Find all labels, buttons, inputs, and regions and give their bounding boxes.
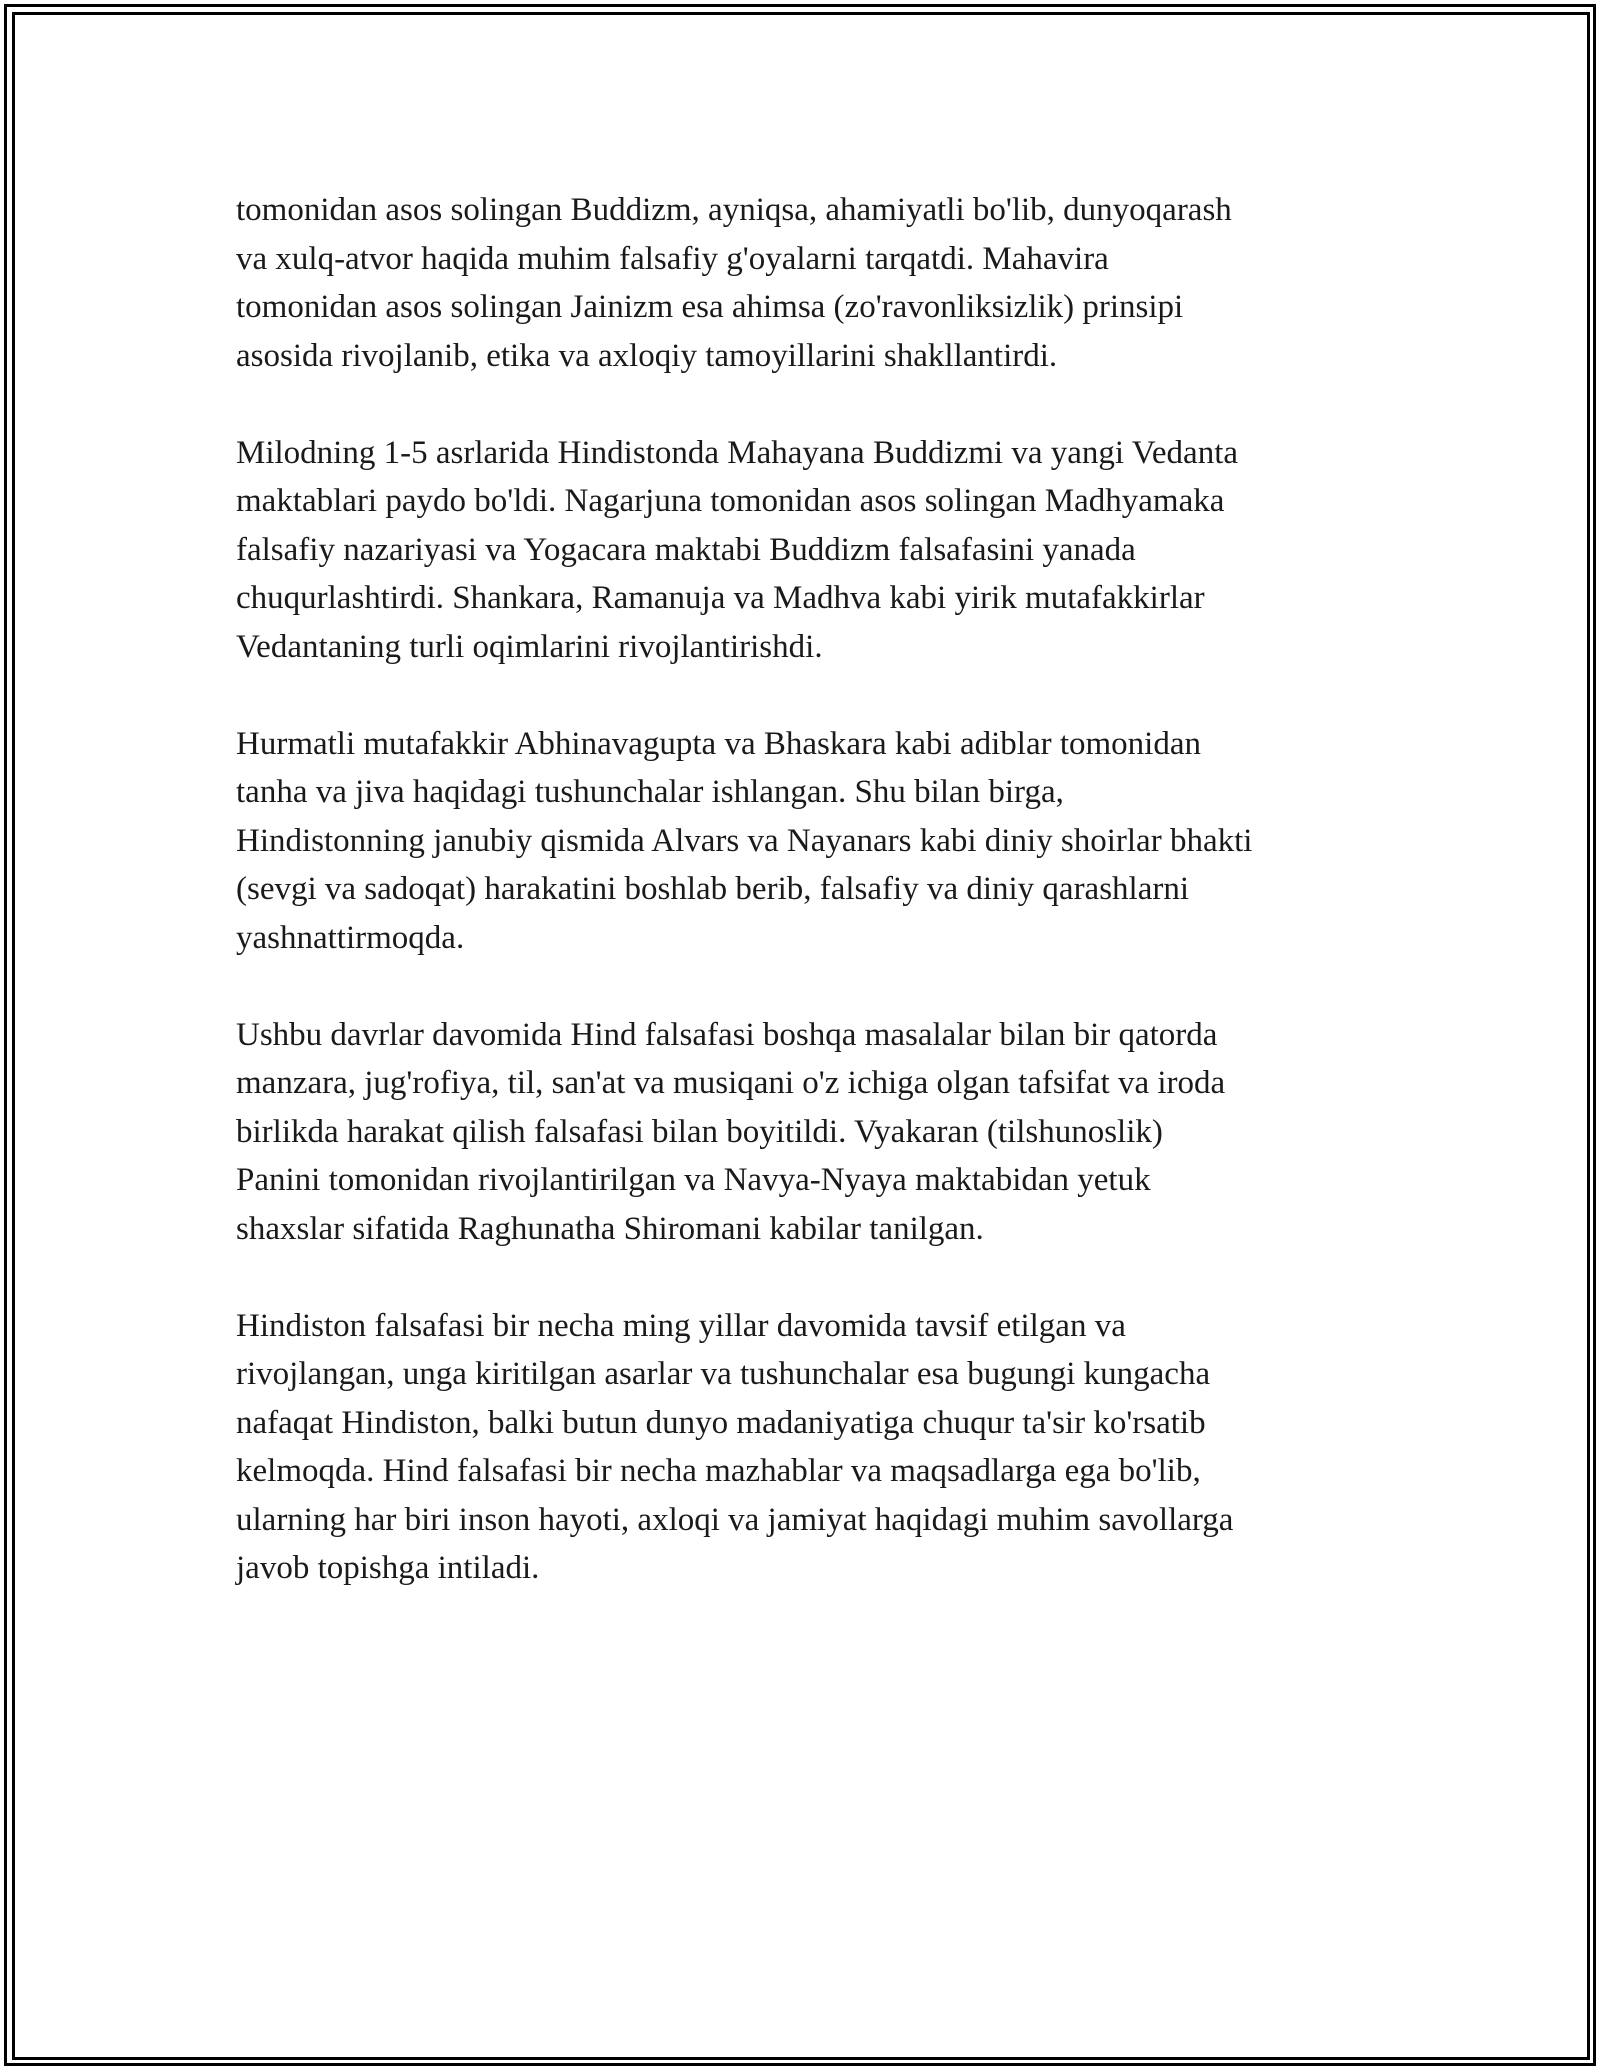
paragraph-4: Ushbu davrlar davomida Hind falsafasi boshqa masalalar bilan bir qatorda manzara, jug'rofiya, til, san'at va musiqani o'z ichiga olgan tafsifat va iroda birlikda harakat qilish falsafasi bilan boyitildi. Vyakaran (tilshunoslik) Panini tomonidan rivojlantirilgan va Navya-Nyaya maktabidan yetuk shaxslar sifatida Raghunatha Shiromani kabilar tanilgan.: [236, 1016, 1226, 1247]
paragraph-2: Milodning 1-5 asrlarida Hindistonda Mahayana Buddizmi va yangi Vedanta maktablari paydo bo'ldi. Nagarjuna tomonidan asos solingan Madhyamaka falsafiy nazariyasi va Yogacara maktabi Buddizm falsafasini yanada chuqurlashtirdi. Shankara, Ramanuja va Madhva kabi yirik mutafakkirlar Vedantaning turli oqimlarini rivojlantirishdi.: [236, 434, 1239, 665]
paragraph-5: Hindiston falsafasi bir necha ming yillar davomida tavsif etilgan va rivojlangan, unga kiritilgan asarlar va tushunchalar esa bugungi kungacha nafaqat Hindiston, balki butun dunyo madaniyatiga chuqur ta'sir ko'rsatib kelmoqda. Hind falsafasi bir necha mazhablar va maqsadlarga ega bo'lib, ularning har biri inson hayoti, axloqi va jamiyat haqidagi muhim savollarga javob topishga intiladi.: [236, 1307, 1234, 1586]
document-body: [236, 186, 1376, 1641]
paragraph-3: Hurmatli mutafakkir Abhinavagupta va Bhaskara kabi adiblar tomonidan tanha va jiva haqidagi tushunchalar ishlangan. Shu bilan birga, Hindistonning janubiy qismida Alvars va Nayanars kabi diniy shoirlar bhakti (sevgi va sadoqat) harakatini boshlab berib, falsafiy va diniy qarashlarni yashnattirmoqda.: [236, 725, 1253, 956]
paragraph-1: tomonidan asos solingan Buddizm, ayniqsa, ahamiyatli bo'lib, dunyoqarash va xulq-atvor haqida muhim falsafiy g'oyalarni tarqatdi. Mahavira tomonidan asos solingan Jainizm esa ahimsa (zo'ravonliksizlik) prinsipi asosida rivojlanib, etika va axloqiy tamoyillarini shakllantirdi.: [236, 192, 1232, 374]
